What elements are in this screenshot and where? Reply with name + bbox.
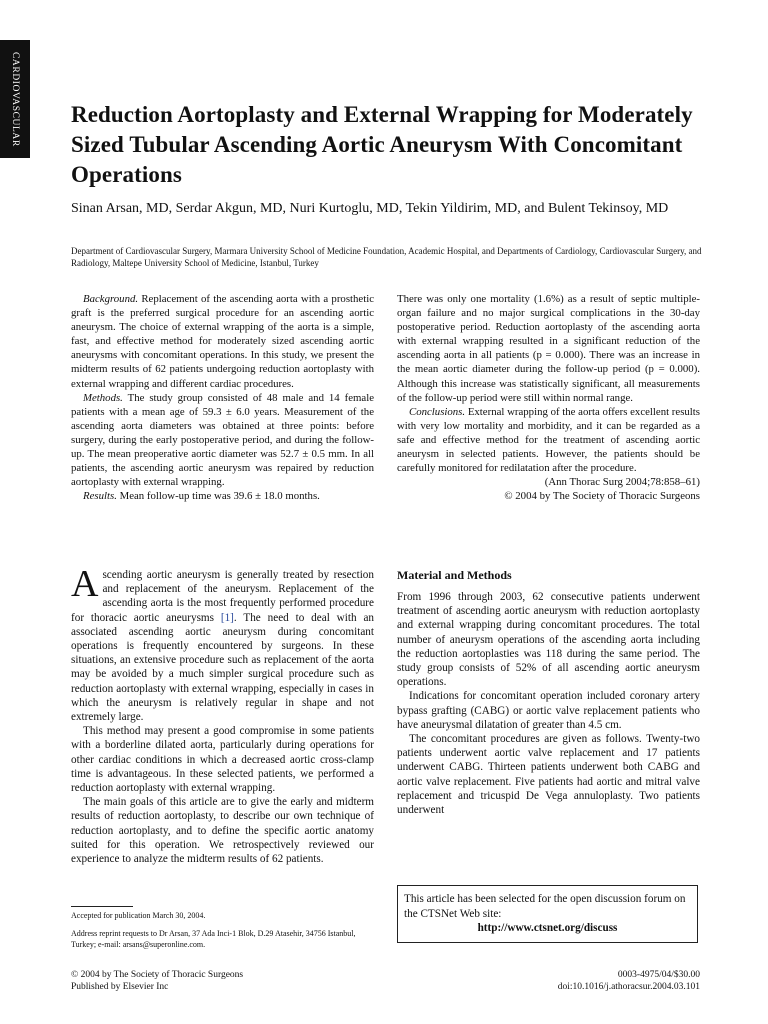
results-text: Mean follow-up time was 39.6 ± 18.0 months. xyxy=(119,490,320,503)
body-left-column xyxy=(71,563,374,866)
intro-text-1-rest: . The need to deal with an associated ascending aortic aneurysm during concomitant operations is frequently encountered by surgeons. In these situations, an extensive procedure such as replacement of the aorta may be avoided by a much simpler surgical procedure such as reduction aortoplasty with external wrapping, especially in cases in which the aneurysm is relatively regular in shape and not extremely large. xyxy=(71,611,374,724)
footer-left xyxy=(71,969,243,993)
intro-text-1: scending aortic aneurysm is generally treated by resection and replacement of the aneurysm. Replacement of the ascending aorta is the most frequently performed procedure for thoracic aortic aneurysms xyxy=(71,569,374,624)
intro-paragraph-2: This method may present a good compromise in some patients with a borderline dilated aorta, particularly during operations for other cardiac conditions in which a decreased aortic cross-clamp time is advantageous. In these selected patients, we performed a reduction aortoplasty with external wrapping. xyxy=(71,725,374,795)
results-label: Results. xyxy=(83,490,117,503)
footnote-rule xyxy=(71,906,133,907)
footnote-address: Address reprint requests to Dr Arsan, 37 Ada Inci-1 Blok, D.29 Atasehir, 34756 Istanbul, Turkey; e-mail: arsans@superonline.com. xyxy=(71,929,356,949)
discussion-url-link[interactable]: http://www.ctsnet.org/discuss xyxy=(477,922,618,934)
abstract-copyright: © 2004 by The Society of Thoracic Surgeons xyxy=(504,490,700,503)
intro-paragraph-1 xyxy=(71,563,374,724)
methods-paragraph-1: From 1996 through 2003, 62 consecutive patients underwent treatment of ascending aortic aneurysm with reduction aortoplasty and external wrapping during concomitant procedures. The total number of aneurysm operations of the ascending aorta including the reduction aortoplasties was 118 during the same period. The study group consists of 52% of all ascending aortic aneurysm operations. xyxy=(397,591,700,689)
drop-cap: A xyxy=(71,563,99,605)
discussion-box xyxy=(397,885,698,943)
footer-issn: 0003-4975/04/$30.00 xyxy=(617,970,700,980)
conclusions-text: External wrapping of the aorta offers excellent results with very low mortality and morbidity, and it can be regarded as a safe and effective method for the treatment of ascending aortic aneurysm in selected patients. However, the patients should be carefully monitored for redilatation after the procedure. xyxy=(397,405,700,475)
discussion-text: This article has been selected for the open discussion forum on the CTSNet Web site: xyxy=(404,893,686,920)
abstract-methods xyxy=(71,391,374,490)
author-list: Sinan Arsan, MD, Serdar Akgun, MD, Nuri Kurtoglu, MD, Tekin Yildirim, MD, and Bulent Tekinsoy, MD xyxy=(71,201,669,216)
conclusions-label: Conclusions. xyxy=(409,405,466,418)
abstract-results-continued: There was only one mortality (1.6%) as a result of septic multiple-organ failure and no major surgical complications in the 30-day postoperative period. Reduction aortoplasty of the ascending aorta with external wrapping resulted in a significant reduction of the ascending aorta in all patients (p = 0.000). There was an increase in the mean aortic diameter during the follow-up period (p = 0.000). Although this increase was statistically significant, all measurements of the follow-up period were still within normal range. xyxy=(397,293,700,404)
methods-text: The study group consisted of 48 male and 14 female patients with a mean age of 59.3 ± 6.0 years. Measurement of the ascending aorta diameters was obtained at three points: before surgery, during the early postoperative period, and during the follow-up. The mean preoperative aortic diameter was 52.7 ± 0.5 mm. In all patients, the ascending aortic aneurysm was repaired by reduction aortoplasty with external wrapping. xyxy=(71,391,374,489)
background-label: Background. xyxy=(83,293,139,305)
abstract-conclusions xyxy=(397,405,700,475)
reference-link-1[interactable]: [1] xyxy=(220,611,234,624)
abstract-results xyxy=(71,489,374,503)
footer-copyright: © 2004 by The Society of Thoracic Surgeons xyxy=(71,970,244,980)
citation: (Ann Thorac Surg 2004;78:858–61) xyxy=(544,476,700,489)
article-title: Reduction Aortoplasty and External Wrapping for Moderately Sized Tubular Ascending Aortic Aneurysm With Concomitant Operations xyxy=(71,102,693,187)
section-heading-methods: Material and Methods xyxy=(397,568,512,582)
footnote-accepted: Accepted for publication March 30, 2004. xyxy=(71,911,206,920)
methods-label: Methods. xyxy=(83,391,123,404)
intro-paragraph-3: The main goals of this article are to give the early and midterm results of reduction aortoplasty, to describe our own technique of reduction aortoplasty, and to define the specific aortic anatomy suited for this operation. We retrospectively reviewed our experience to analyze the midterm results of 62 patients. xyxy=(71,796,374,866)
methods-paragraph-2: Indications for concomitant operation included coronary artery bypass grafting (CABG) or aortic valve replacement patients who have aneurysmal dilatation of greater than 4.5 cm. xyxy=(397,690,700,731)
abstract-background xyxy=(71,292,374,391)
background-text: Replacement of the ascending aorta with a prosthetic graft is the preferred surgical procedure for an ascending aortic aneurysm. The choice of external wrapping of the aorta is a simple, fast, and effective method for moderately sized ascending aortic aneurysms with concomitant operations. In this study, we present the midterm results of 62 patients undergoing reduction aortoplasty with external wrapping and different cardiac procedures. xyxy=(71,293,375,390)
abstract-right-column xyxy=(397,292,700,503)
abstract-left-column xyxy=(71,292,374,503)
section-tab: CARDIOVASCULAR xyxy=(0,40,30,158)
footer-publisher: Published by Elsevier Inc xyxy=(71,982,169,992)
footer-right xyxy=(558,969,700,993)
affiliation: Department of Cardiovascular Surgery, Marmara University School of Medicine Foundation, Academic Hospital, and Departments of Cardiology, Cardiovascular Surgery, and Radiology, Maltepe University School of Medicine, Istanbul, Turkey xyxy=(71,246,702,268)
body-right-column xyxy=(397,568,700,817)
footer-doi: doi:10.1016/j.athoracsur.2004.03.101 xyxy=(557,982,700,992)
methods-paragraph-3: The concomitant procedures are given as follows. Twenty-two patients underwent aortic valve replacement and 17 patients underwent CABG. Thirteen patients underwent both CABG and aortic valve replacement. Five patients had aortic and mitral valve replacement and tricuspid De Vega annuloplasty. Two patients underwent xyxy=(397,733,700,817)
